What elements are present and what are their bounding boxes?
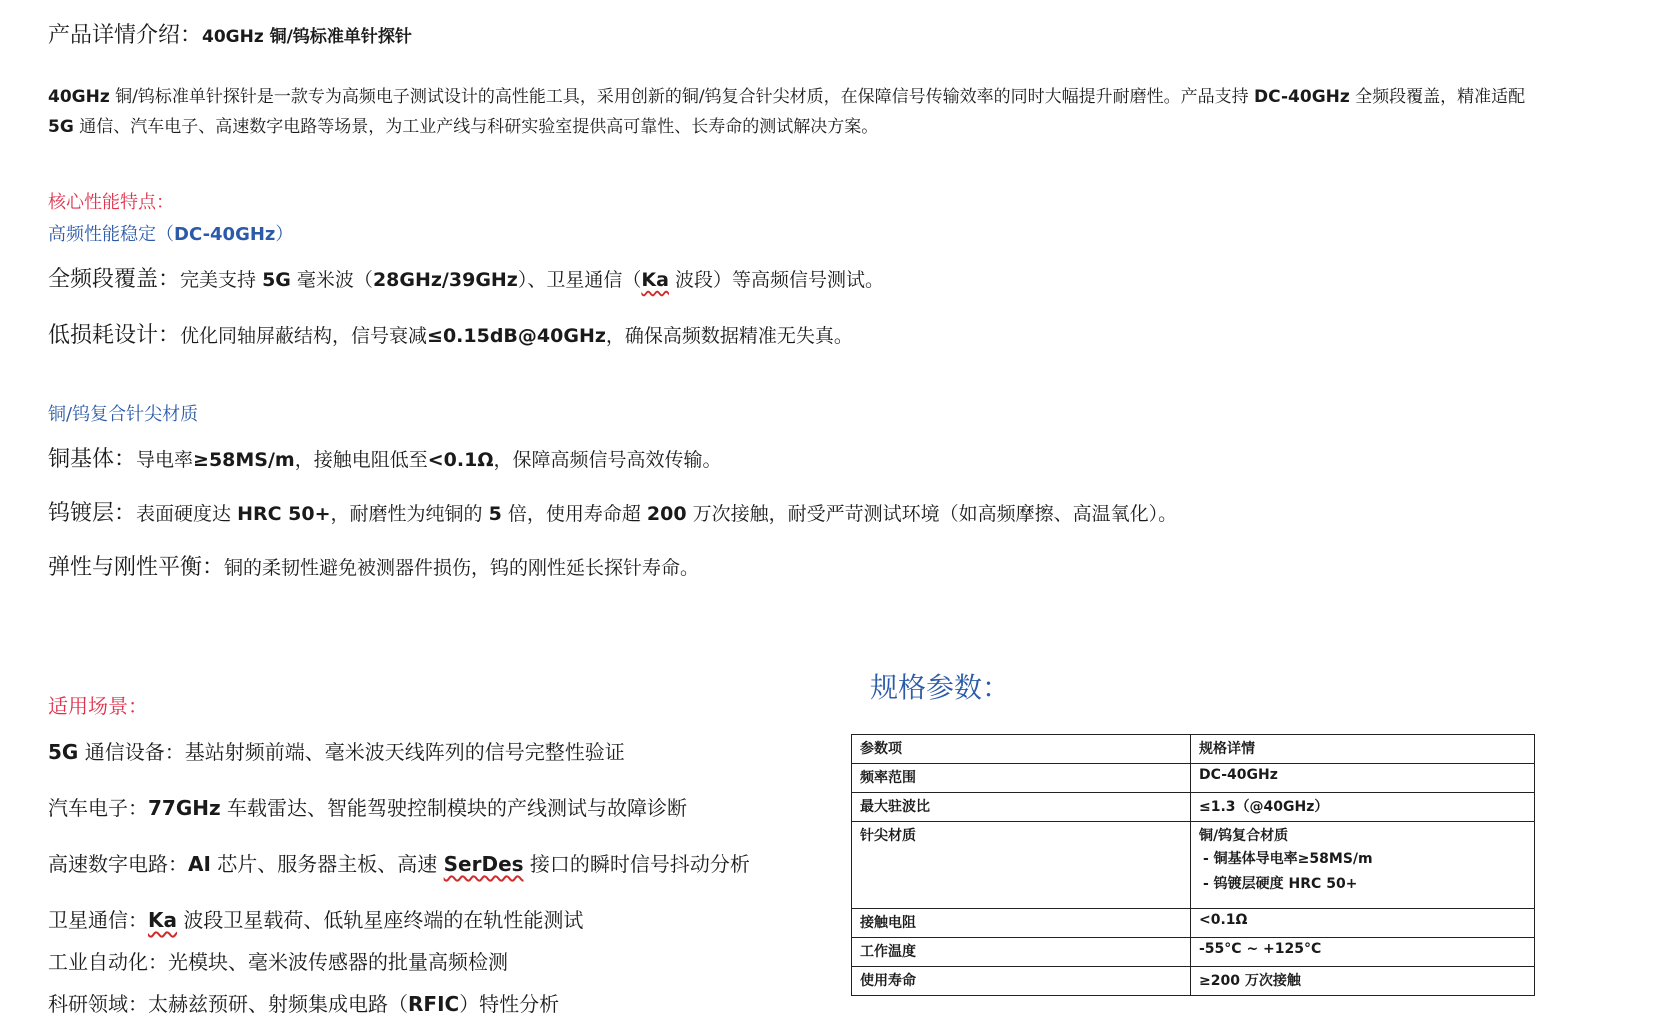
features-heading: 核心性能特点： [48, 192, 174, 213]
feature-copper-base [48, 442, 722, 473]
table-row [852, 938, 1535, 967]
scene-text: Ka [148, 908, 177, 932]
scene-text: 通信设备：基站射频前端、毫米波天线阵列的信号完整性验证 [78, 740, 625, 764]
feature-full-band [48, 262, 884, 293]
table-cell-material [1191, 822, 1535, 909]
scene-text: 科研领域：太赫兹预研、射频集成电路（ [48, 992, 408, 1016]
scene-text: 车载雷达、智能驾驶控制模块的产线测试与故障诊断 [220, 796, 687, 820]
feature-label: 全频段覆盖： [48, 267, 181, 292]
table-cell: ≤1.3（@40GHz） [1191, 793, 1535, 822]
scene-research [48, 988, 559, 1017]
material-main: 铜/钨复合材质 [1199, 828, 1289, 844]
scene-text: 芯片、服务器主板、高速 [210, 852, 444, 876]
feature-text: 万次接触，耐受严苛测试环境（如高频摩擦、高温氧化）。 [686, 503, 1178, 525]
feature-text: 铜的柔韧性避免被测器件损伤，钨的刚性延长探针寿命。 [224, 557, 700, 579]
intro-paragraph [48, 82, 1548, 142]
scene-digital [48, 848, 750, 877]
intro-text: DC-40GHz [1254, 87, 1350, 107]
table-header-row [852, 735, 1535, 764]
hf-section-title [48, 220, 293, 246]
scene-auto [48, 792, 687, 821]
feature-text: ≤0.15dB@40GHz [427, 325, 606, 347]
scene-text: 接口的瞬时信号抖动分析 [523, 852, 750, 876]
table-row [852, 967, 1535, 996]
table-cell: ≥200 万次接触 [1191, 967, 1535, 996]
scene-industrial: 工业自动化：光模块、毫米波传感器的批量高频检测 [48, 950, 508, 974]
scene-text: 汽车电子： [48, 796, 148, 820]
feature-text: ≥58MS/m [193, 449, 295, 471]
table-cell: DC-40GHz [1191, 764, 1535, 793]
feature-text: 5G [262, 269, 291, 291]
feature-text: 优化同轴屏蔽结构，信号衰减 [180, 325, 428, 347]
table-cell: -55°C ~ +125°C [1191, 938, 1535, 967]
feature-text: <0.1Ω [427, 449, 494, 471]
material-section-title: 铜/钨复合针尖材质 [48, 404, 199, 425]
page-title [48, 18, 412, 49]
scene-5g [48, 736, 625, 765]
feature-low-loss [48, 318, 853, 349]
scene-text: AI [188, 852, 211, 876]
feature-text: HRC 50+ [237, 503, 331, 525]
table-cell: 工作温度 [852, 938, 1191, 967]
feature-label: 铜基体： [48, 447, 137, 472]
scene-satellite [48, 904, 583, 933]
spec-title: 规格参数： [870, 671, 1011, 704]
scene-text: 波段卫星载荷、低轨星座终端的在轨性能测试 [177, 908, 584, 932]
table-cell: <0.1Ω [1191, 909, 1535, 938]
table-row [852, 822, 1535, 909]
feature-text: 5 [488, 503, 502, 525]
table-row [852, 764, 1535, 793]
material-sub-item: - 钨镀层硬度 HRC 50+ [1203, 876, 1358, 892]
scene-text: ）特性分析 [459, 992, 560, 1016]
table-header-cell: 规格详情 [1191, 735, 1535, 764]
feature-text: ）、卫星通信（ [517, 269, 642, 291]
hf-title-text: DC-40GHz [174, 224, 276, 245]
feature-label: 弹性与刚性平衡： [48, 555, 225, 580]
feature-text: ，耐磨性为纯铜的 [330, 503, 489, 525]
feature-text: ，确保高频数据精准无失真。 [605, 325, 853, 347]
feature-text: 波段）等高频信号测试。 [668, 269, 884, 291]
feature-text: 28GHz/39GHz [372, 269, 518, 291]
feature-text: 毫米波（ [290, 269, 373, 291]
feature-tungsten-layer [48, 496, 1177, 527]
scene-text: 卫星通信： [48, 908, 148, 932]
table-row [852, 793, 1535, 822]
table-row [852, 909, 1535, 938]
table-header-cell: 参数项 [852, 735, 1191, 764]
scene-text: 高速数字电路： [48, 852, 188, 876]
spec-table [851, 734, 1535, 996]
intro-text: 全频段覆盖，精准适配 [1349, 87, 1526, 107]
scene-text: RFIC [408, 992, 460, 1016]
feature-text: Ka [641, 269, 669, 291]
table-cell: 接触电阻 [852, 909, 1191, 938]
intro-text: 40GHz [48, 87, 110, 107]
scene-text: 77GHz [148, 796, 221, 820]
feature-label: 钨镀层： [48, 501, 137, 526]
feature-label: 低损耗设计： [48, 323, 181, 348]
feature-balance [48, 550, 699, 581]
hf-title-text: 高频性能稳定（ [48, 224, 174, 245]
feature-text: ，保障高频信号高效传输。 [493, 449, 722, 471]
intro-text: 通信、汽车电子、高速数字电路等场景，为工业产线与科研实验室提供高可靠性、长寿命的测试解决方案。 [73, 117, 879, 137]
material-sub-item: - 铜基体导电率≥58MS/m [1203, 851, 1373, 867]
feature-text: 完美支持 [180, 269, 263, 291]
scenes-heading: 适用场景： [48, 694, 148, 718]
intro-text: 铜/钨标准单针探针是一款专为高频电子测试设计的高性能工具，采用创新的铜/钨复合针尖材质，在保障信号传输效率的同时大幅提升耐磨性。产品支持 [109, 87, 1254, 107]
hf-title-text: ） [275, 224, 294, 245]
product-name: 40GHz 铜/钨标准单针探针 [202, 27, 412, 47]
feature-text: 导电率 [136, 449, 194, 471]
feature-text: 倍，使用寿命超 [501, 503, 647, 525]
feature-text: ，接触电阻低至 [294, 449, 428, 471]
feature-text: 表面硬度达 [136, 503, 238, 525]
table-cell: 针尖材质 [852, 822, 1191, 909]
table-cell: 频率范围 [852, 764, 1191, 793]
table-cell: 最大驻波比 [852, 793, 1191, 822]
intro-text: 5G [48, 117, 74, 137]
table-cell: 使用寿命 [852, 967, 1191, 996]
title-label: 产品详情介绍： [48, 23, 203, 48]
scene-text: 5G [48, 740, 79, 764]
scene-text: SerDes [443, 852, 524, 876]
feature-text: 200 [646, 503, 687, 525]
